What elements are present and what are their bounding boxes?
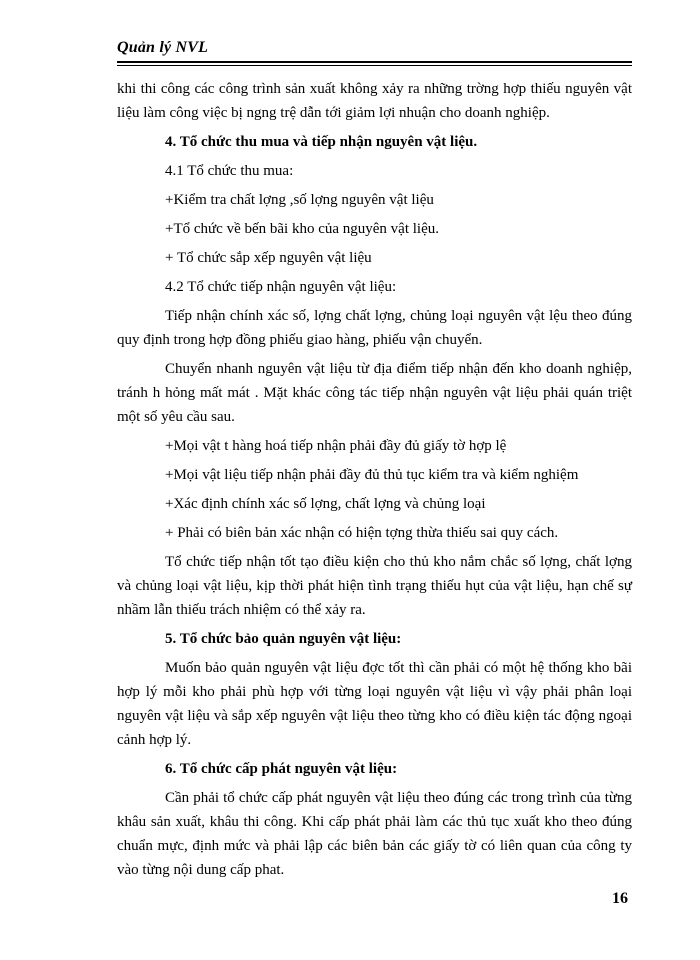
header-rule-thick xyxy=(117,61,632,63)
page-number: 16 xyxy=(612,890,628,907)
bullet-item: +Xác định chính xác số lợng, chất lợng và chủng loại xyxy=(165,496,486,512)
subheading-4-1: 4.1 Tổ chức thu mua: xyxy=(165,163,294,179)
bullet-item: + Tổ chức sắp xếp nguyên vật liệu xyxy=(165,250,372,266)
body-paragraph: Muốn bảo quản nguyên vật liệu đợc tốt thì cần phải có một hệ thống kho bãi hợp lý mỗi kho phải phù hợp với từng loại nguyên vật liệu vì vậy phải phân loại nguyên vật liệu và sắp xếp nguyên vật liệu theo từng kho có điều kiện tác động ngoại cảnh hợp lý. xyxy=(117,660,632,748)
body-paragraph: Cần phải tổ chức cấp phát nguyên vật liệu theo đúng các trong trình của từng khâu sản xuất, khâu thi công. Khi cấp phát phải làm các thủ tục xuất kho theo đúng chuẩn mực, định mức và phải lập các biên bản các giấy tờ có liên quan của công ty vào từng nội dung cấp phat. xyxy=(117,790,632,878)
body-paragraph: Tổ chức tiếp nhận tốt tạo điều kiện cho thủ kho nắm chắc số lợng, chất lợng và chủng loại vật liệu, kịp thời phát hiện tình trạng thiếu hụt của vật liệu, hạn chế sự nhầm lẫn thiếu trách nhiệm có thể xảy ra. xyxy=(117,554,632,618)
subheading-4-2: 4.2 Tổ chức tiếp nhận nguyên vật liệu: xyxy=(165,279,397,295)
heading-section-4: 4. Tổ chức thu mua và tiếp nhận nguyên vật liệu. xyxy=(165,134,478,150)
header-rule-thin xyxy=(117,65,632,66)
bullet-item: + Phải có biên bản xác nhận có hiện tợng thừa thiếu sai quy cách. xyxy=(165,525,559,541)
body-paragraph: Tiếp nhận chính xác số, lợng chất lợng, chủng loại nguyên vật lệu theo đúng quy định trong hợp đồng phiếu giao hàng, phiếu vận chuyển. xyxy=(117,308,632,348)
bullet-item: +Kiểm tra chất lợng ,số lợng nguyên vật liệu xyxy=(165,192,434,208)
paragraph-continuation: khi thi công các công trình sản xuất không xảy ra những trờng hợp thiếu nguyên vật liệu làm công việc bị ngng trệ dẫn tới giảm lợi nhuận cho doanh nghiệp. xyxy=(117,81,632,121)
heading-section-6: 6. Tổ chức cấp phát nguyên vật liệu: xyxy=(165,761,398,777)
bullet-item: +Tổ chức về bến bãi kho của nguyên vật liệu. xyxy=(165,221,439,237)
page-header xyxy=(117,38,632,58)
body-paragraph: Chuyển nhanh nguyên vật liệu từ địa điểm tiếp nhận đến kho doanh nghiệp, tránh h hỏng mất mát . Mặt khác công tác tiếp nhận nguyên vật liệu phải quán triệt một số yêu cầu sau. xyxy=(117,361,632,425)
header-title: Quản lý NVL xyxy=(117,39,209,56)
bullet-item: +Mọi vật liệu tiếp nhận phải đầy đủ thủ tục kiểm tra và kiểm nghiệm xyxy=(165,467,579,483)
page-body xyxy=(117,77,632,887)
heading-section-5: 5. Tổ chức bảo quản nguyên vật liệu: xyxy=(165,631,402,647)
bullet-item: +Mọi vật t hàng hoá tiếp nhận phải đầy đủ giấy tờ hợp lệ xyxy=(165,438,507,454)
